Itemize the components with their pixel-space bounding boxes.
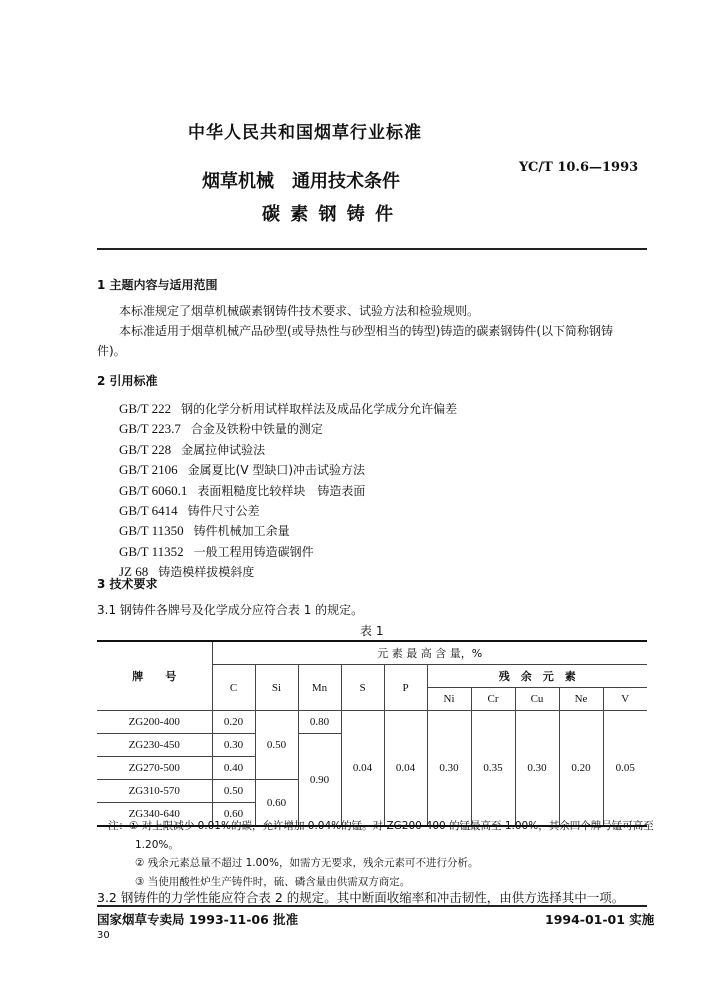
ne-cell: 0.20 (559, 711, 603, 827)
cu-cell: 0.30 (515, 711, 559, 827)
cr-cell: 0.35 (471, 711, 515, 827)
section-1-heading: 1 主题内容与适用范围 (97, 278, 218, 292)
grade-header: 牌 号 (97, 641, 212, 711)
v-cell: 0.05 (603, 711, 647, 827)
s-cell: 0.04 (341, 711, 384, 827)
reference-code: GB/T 222 (119, 401, 172, 416)
footer-rule (97, 905, 647, 907)
col-ne: Ne (559, 688, 603, 711)
reference-title: 表面粗糙度比较样块 铸造表面 (197, 483, 366, 498)
section-3-heading: 3 技术要求 (97, 577, 158, 591)
reference-item (119, 439, 265, 458)
c-cell: 0.20 (212, 711, 255, 734)
col-v: V (603, 688, 647, 711)
grade-cell: ZG230-450 (97, 734, 212, 757)
reference-item (119, 418, 323, 437)
reference-title: 合金及铁粉中铁量的测定 (190, 422, 323, 437)
reference-code: GB/T 11352 (119, 543, 184, 559)
p-cell: 0.04 (384, 711, 427, 827)
residual-header: 残 余 元 素 (427, 665, 647, 688)
reference-title: 铸件机械加工余量 (193, 524, 290, 539)
reference-item (119, 459, 365, 478)
page-number: 30 (97, 930, 110, 941)
table-1 (97, 640, 647, 827)
reference-title: 金属夏比(V 型缺口)冲击试验方法 (187, 463, 366, 478)
standard-number: YC/T 10.6—1993 (519, 160, 639, 175)
si-cell: 0.50 (255, 711, 298, 780)
org-title: 中华人民共和国烟草行业标准 (188, 123, 422, 143)
mn-cell: 0.90 (298, 734, 341, 827)
grade-cell: ZG340-640 (97, 803, 212, 827)
reference-item (119, 541, 314, 560)
reference-code: JZ 68 (119, 564, 149, 580)
note-2: ② 残余元素总量不超过 1.00%，如需方无要求，残余元素可不进行分析。 (135, 857, 479, 869)
c-cell: 0.50 (212, 780, 255, 803)
reference-item (119, 398, 457, 417)
col-ni: Ni (427, 688, 471, 711)
reference-code: GB/T 6414 (119, 503, 178, 518)
c-cell: 0.60 (212, 803, 255, 827)
ni-cell: 0.30 (427, 711, 471, 827)
col-si: Si (255, 665, 298, 711)
col-mn: Mn (298, 665, 341, 711)
c-cell: 0.40 (212, 757, 255, 780)
header-rule (97, 248, 647, 250)
implementation-date: 1994-01-01 实施 (545, 912, 655, 927)
mn-cell: 0.80 (298, 711, 341, 734)
reference-title: 金属拉伸试验法 (181, 442, 266, 457)
max-content-header: 元 素 最 高 含 量，% (212, 641, 647, 665)
note-1-cont: 1.20%。 (135, 839, 179, 851)
doc-subtitle: 碳 素 钢 铸 件 (262, 204, 396, 225)
col-cr: Cr (471, 688, 515, 711)
col-p: P (384, 665, 427, 711)
section-1-paragraph-2: 本标准适用于烟草机械产品砂型(或导热性与砂型相当的铸型)铸造的碳素钢铸件(以下简称钢铸 (119, 324, 614, 338)
reference-code: GB/T 6060.1 (119, 482, 188, 498)
doc-title: 烟草机械 通用技术条件 (202, 171, 400, 192)
grade-cell: ZG310-570 (97, 780, 212, 803)
reference-code: GB/T 11350 (119, 523, 184, 539)
clause-3-1: 3.1 钢铸件各牌号及化学成分应符合表 1 的规定。 (97, 603, 364, 617)
reference-item (119, 520, 290, 539)
section-1-paragraph-2-cont: 件)。 (97, 344, 126, 358)
col-s: S (341, 665, 384, 711)
reference-title: 钢的化学分析用试样取样法及成品化学成分允许偏差 (181, 402, 458, 416)
reference-item (119, 480, 365, 499)
reference-title: 一般工程用铸造碳钢件 (193, 544, 314, 559)
section-2-heading: 2 引用标准 (97, 374, 158, 388)
clause-3-2: 3.2 钢铸件的力学性能应符合表 2 的规定。其中断面收缩率和冲击韧性，由供方选择其中一项。 (97, 890, 625, 905)
section-1-paragraph-1: 本标准规定了烟草机械碳素钢铸件技术要求、试验方法和检验规则。 (119, 304, 480, 318)
note-3: ③ 当使用酸性炉生产铸件时，硫、磷含量由供需双方商定。 (135, 876, 411, 888)
reference-code: GB/T 2106 (119, 462, 178, 478)
c-cell: 0.30 (212, 734, 255, 757)
reference-title: 铸造模样拔模斜度 (158, 565, 255, 580)
si-cell: 0.60 (255, 780, 298, 827)
col-cu: Cu (515, 688, 559, 711)
note-1: 注：① 对上限减少 0.01%的碳，允许增加 0.04%的锰。对 ZG200-400 的锰最高至 1.00%，其余四个牌号锰可高至 (108, 820, 654, 832)
grade-cell: ZG200-400 (97, 711, 212, 734)
col-c: C (212, 665, 255, 711)
reference-title: 铸件尺寸公差 (187, 504, 260, 518)
reference-code: GB/T 228 (119, 441, 172, 457)
reference-code: GB/T 223.7 (119, 421, 181, 437)
issuer: 国家烟草专卖局 1993-11-06 批准 (97, 912, 299, 927)
reference-item (119, 500, 260, 519)
table-1-caption: 表 1 (360, 624, 384, 638)
grade-cell: ZG270-500 (97, 757, 212, 780)
